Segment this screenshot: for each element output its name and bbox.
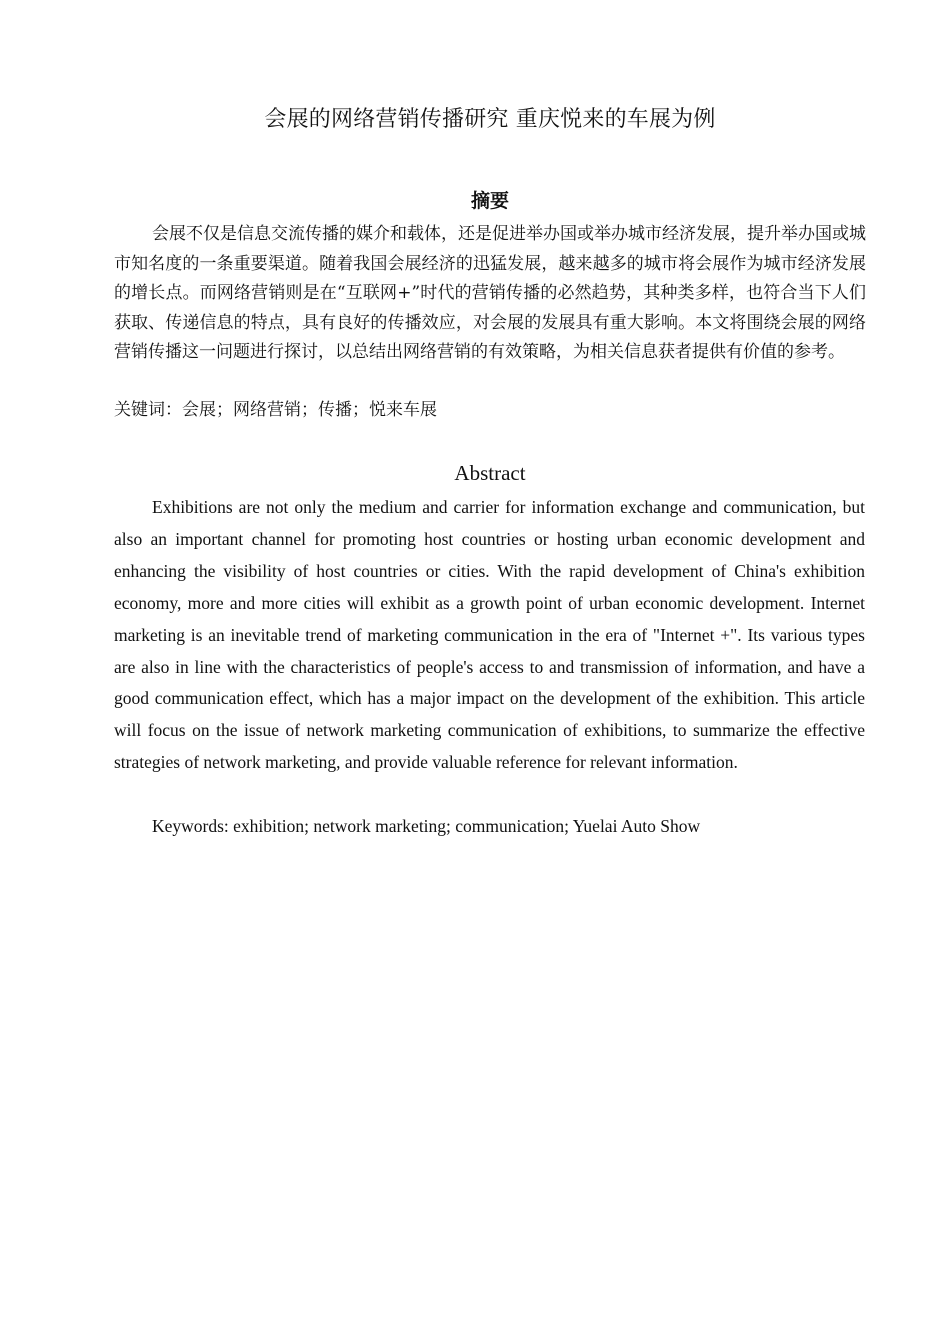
abstract-en-body: Exhibitions are not only the medium and carrier for information exchange and communication, but also an important channel for promoting host countries or hosting urban economic development and enhancing the visibility of host countries or cities. With the rapid development of China's exhibition economy, more and more cities will exhibit as a growth point of urban economic development. Internet marketing is an inevitable trend of marketing communication in the era of "Internet +". Its various types are also in line with the characteristics of people's access to and transmission of information, and have a good communication effect, which has a major impact on the development of the exhibition. This article will focus on the issue of network marketing communication of exhibitions, to summarize the effective strategies of network marketing, and provide valuable reference for relevant information. — [114, 497, 865, 773]
abstract-en-heading: Abstract — [454, 461, 526, 485]
keywords-en: Keywords: exhibition; network marketing; communication; Yuelai Auto Show — [152, 816, 701, 836]
document-title: 会展的网络营销传播研究 重庆悦来的车展为例 — [264, 107, 716, 132]
keywords-cn: 关键词：会展；网络营销；传播；悦来车展 — [114, 400, 437, 420]
abstract-cn-heading: 摘要 — [470, 190, 509, 212]
abstract-cn-body: 会展不仅是信息交流传播的媒介和载体，还是促进举办国或举办城市经济发展，提升举办国或城市知名度的一条重要渠道。随着我国会展经济的迅猛发展，越来越多的城市将会展作为城市经济发展的增长点。而网络营销则是在“互联网+”时代的营销传播的必然趋势，其种类多样，也符合当下人们获取、传递信息的特点，具有良好的传播效应，对会展的发展具有重大影响。本文将围绕会展的网络营销传播这一问题进行探讨，以总结出网络营销的有效策略，为相关信息获者提供有价值的参考。 — [114, 224, 866, 362]
